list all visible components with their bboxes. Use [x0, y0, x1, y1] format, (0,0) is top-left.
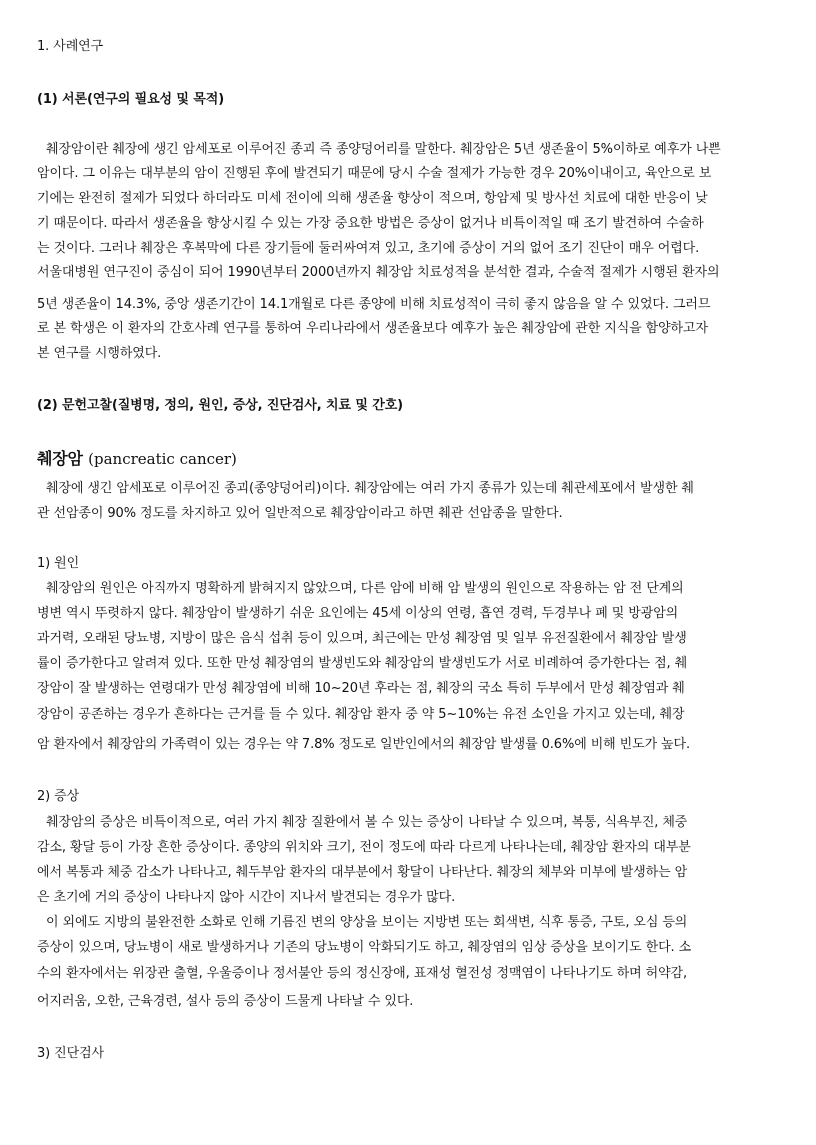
paragraph-line: 는 것이다. 그러나 췌장은 후복막에 다른 장기들에 둘러싸여져 있고, 초기에 증상이 거의 없어 조기 진단이 매우 어렵다. — [37, 241, 700, 256]
paragraph-line: 기 때문이다. 따라서 생존율을 향상시킬 수 있는 가장 중요한 방법은 증상이 없거나 비특이적일 때 조기 발견하여 수술하 — [37, 216, 704, 231]
disease-title — [37, 449, 237, 469]
paragraph-line: 률이 증가한다고 알려져 있다. 또한 만성 췌장염의 발생빈도와 췌장암의 발생빈도가 서로 비례하여 증가한다는 점, 췌 — [37, 656, 688, 671]
paragraph-line: 과거력, 오래된 당뇨병, 지방이 많은 음식 섭취 등이 있으며, 최근에는 만성 췌장염 및 일부 유전질환에서 췌장암 발생 — [37, 631, 687, 646]
paragraph-line: 이 외에도 지방의 불완전한 소화로 인해 기름진 변의 양상을 보이는 지방변 또는 회색변, 식후 통증, 구토, 오심 등의 — [46, 915, 688, 930]
paragraph-line: 본 연구를 시행하였다. — [37, 346, 162, 361]
paragraph-line: 은 초기에 거의 증상이 나타나지 않아 시간이 지나서 발견되는 경우가 많다. — [37, 890, 456, 905]
paragraph-line: 관 선암종이 90% 정도를 차지하고 있어 일반적으로 췌장암이라고 하면 췌관 선암종을 말한다. — [37, 506, 563, 521]
paragraph-line: 췌장에 생긴 암세포로 이루어진 종괴(종양덩어리)이다. 췌장암에는 여러 가지 종류가 있는데 췌관세포에서 발생한 췌 — [46, 481, 694, 496]
paragraph-line: 췌장암이란 췌장에 생긴 암세포로 이루어진 종괴 즉 종양덩어리를 말한다. 췌장암은 5년 생존율이 5%이하로 예후가 나쁜 — [46, 142, 721, 157]
paragraph-line: 기에는 완전히 절제가 되었다 하더라도 미세 전이에 의해 생존율 향상이 적으며, 항암제 및 방사선 치료에 대한 반응이 낮 — [37, 191, 708, 206]
disease-title-english: (pancreatic cancer) — [88, 450, 237, 468]
paragraph-line: 췌장암의 증상은 비특이적으로, 여러 가지 췌장 질환에서 볼 수 있는 증상이 나타날 수 있으며, 복통, 식욕부진, 체중 — [46, 815, 688, 830]
subsection-heading-literature-review: (2) 문헌고찰(질병명, 정의, 원인, 증상, 진단검사, 치료 및 간호) — [37, 398, 403, 413]
subsection-heading-introduction: (1) 서론(연구의 필요성 및 목적) — [37, 92, 225, 107]
paragraph-line: 장암이 잘 발생하는 연령대가 만성 췌장염에 비해 10~20년 후라는 점, 췌장의 국소 특히 두부에서 만성 췌장염과 췌 — [37, 681, 685, 696]
paragraph-line: 어지러움, 오한, 근육경련, 설사 등의 증상이 드물게 나타날 수 있다. — [37, 994, 414, 1009]
paragraph-line: 병변 역시 뚜렷하지 않다. 췌장암이 발생하기 쉬운 요인에는 45세 이상의 연령, 흡연 경력, 두경부나 폐 및 방광암의 — [37, 606, 679, 621]
subheading-cause: 1) 원인 — [37, 556, 80, 571]
subheading-diagnosis: 3) 진단검사 — [37, 1046, 105, 1061]
paragraph-line: 5년 생존율이 14.3%, 중앙 생존기간이 14.1개월로 다른 종양에 비해 치료성적이 극히 좋지 않음을 알 수 있었다. 그러므 — [37, 297, 711, 312]
section-title: 1. 사례연구 — [37, 39, 104, 54]
paragraph-line: 에서 복통과 체중 감소가 나타나고, 췌두부암 환자의 대부분에서 황달이 나타난다. 췌장의 체부와 미부에 발생하는 암 — [37, 865, 688, 880]
paragraph-line: 증상이 있으며, 당뇨병이 새로 발생하거나 기존의 당뇨병이 악화되기도 하고, 췌장염의 임상 증상을 보이기도 한다. 소 — [37, 940, 692, 955]
paragraph-line: 감소, 황달 등이 가장 흔한 증상이다. 종양의 위치와 크기, 전이 정도에 따라 다르게 나타나는데, 췌장암 환자의 대부분 — [37, 840, 691, 855]
paragraph-line: 장암이 공존하는 경우가 흔하다는 근거를 들 수 있다. 췌장암 환자 중 약 5~10%는 유전 소인을 가지고 있는데, 췌장 — [37, 707, 685, 722]
disease-title-korean: 췌장암 — [37, 449, 83, 468]
paragraph-line: 로 본 학생은 이 환자의 간호사례 연구를 통하여 우리나라에서 생존율보다 예후가 높은 췌장암에 관한 지식을 함양하고자 — [37, 321, 708, 336]
paragraph-line: 암이다. 그 이유는 대부분의 암이 진행된 후에 발견되기 때문에 당시 수술 절제가 가능한 경우 20%이내이고, 육안으로 보 — [37, 166, 712, 181]
subheading-symptoms: 2) 증상 — [37, 789, 80, 804]
paragraph-line: 서울대병원 연구진이 중심이 되어 1990년부터 2000년까지 췌장암 치료성적을 분석한 결과, 수술적 절제가 시행된 환자의 — [37, 265, 720, 280]
paragraph-line: 수의 환자에서는 위장관 출혈, 우울증이나 정서불안 등의 정신장애, 표재성 혈전성 정맥염이 나타나기도 하며 허약감, — [37, 966, 688, 981]
paragraph-line: 췌장암의 원인은 아직까지 명확하게 밝혀지지 않았으며, 다른 암에 비해 암 발생의 원인으로 작용하는 암 전 단계의 — [46, 581, 684, 596]
paragraph-line: 암 환자에서 췌장암의 가족력이 있는 경우는 약 7.8% 정도로 일반인에서의 췌장암 발생률 0.6%에 비해 빈도가 높다. — [37, 737, 691, 752]
